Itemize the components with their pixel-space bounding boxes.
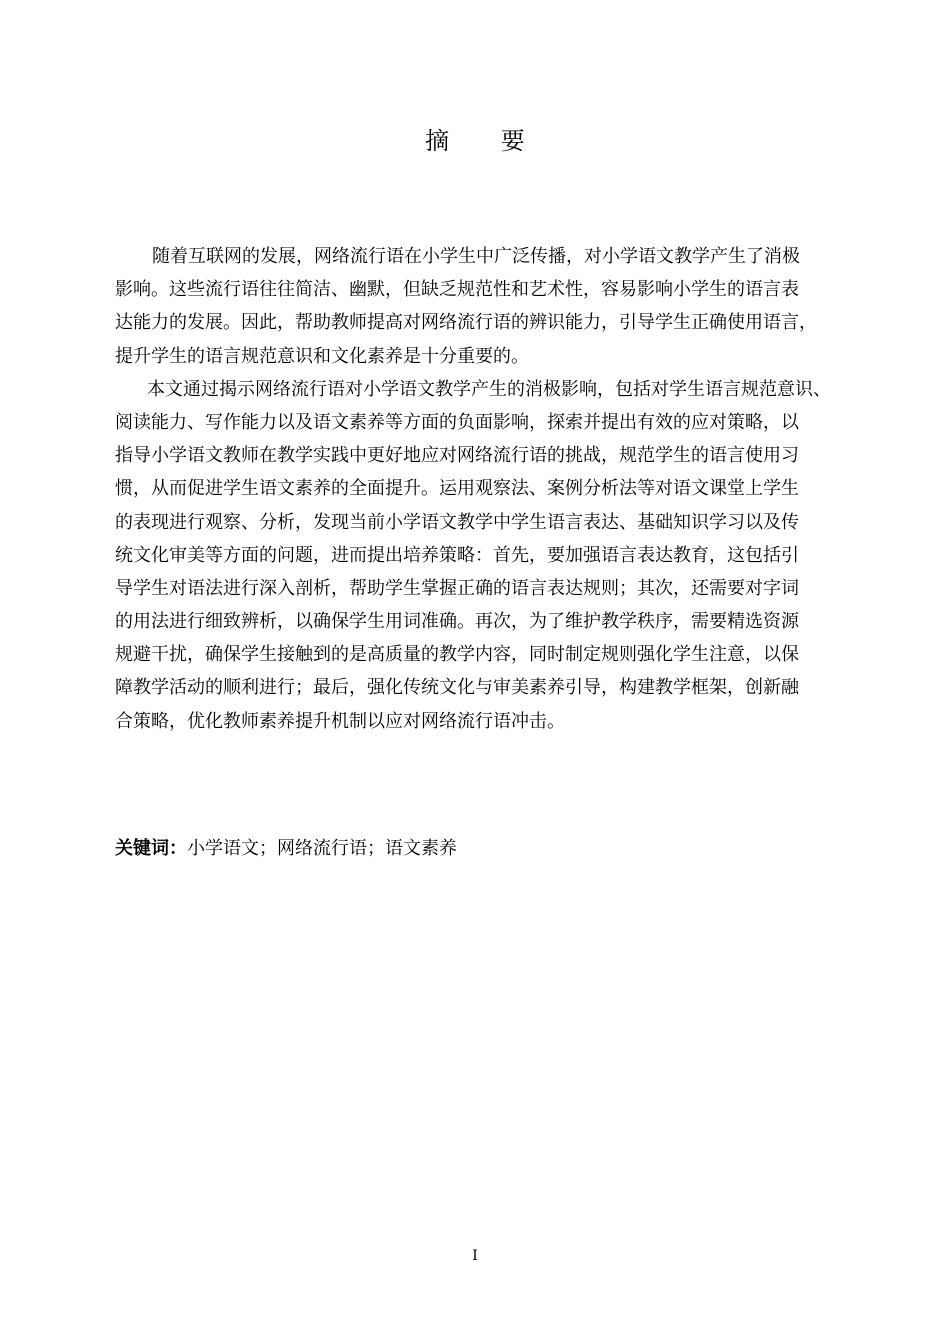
keywords-label: 关键词：: [115, 838, 187, 859]
page-title: 摘 要: [425, 127, 547, 155]
abstract-paragraph-1: [115, 240, 855, 373]
paragraph-line: 合策略，优化教师素养提升机制以应对网络流行语冲击。: [115, 710, 565, 732]
paragraph-line: 影响。这些流行语往往简洁、幽默，但缺乏规范性和艺术性，容易影响小学生的语言表: [115, 279, 799, 301]
abstract-paragraph-2: [115, 373, 855, 738]
paragraph-line: 障教学活动的顺利进行；最后，强化传统文化与审美素养引导，构建教学框架，创新融: [115, 677, 799, 699]
abstract-body: [115, 240, 855, 738]
paragraph-line: 随着互联网的发展，网络流行语在小学生中广泛传播，对小学语文教学产生了消极: [152, 246, 800, 267]
paragraph-line: 阅读能力、写作能力以及语文素养等方面的负面影响，探索并提出有效的应对策略，以: [115, 411, 799, 433]
paragraph-line: 本文通过揭示网络流行语对小学语文教学产生的消极影响，包括对学生语言规范意识、: [147, 378, 831, 400]
paragraph-line: 指导小学语文教师在教学实践中更好地应对网络流行语的挑战，规范学生的语言使用习: [115, 445, 799, 467]
paragraph-line: 提升学生的语言规范意识和文化素养是十分重要的。: [115, 345, 529, 367]
keywords: [115, 834, 457, 864]
paragraph-line: 规避干扰，确保学生接触到的是高质量的教学内容，同时制定规则强化学生注意，以保: [115, 644, 799, 666]
keywords-text: 小学语文；网络流行语；语文素养: [187, 838, 457, 859]
page-number: I: [472, 1248, 478, 1264]
paragraph-line: 达能力的发展。因此，帮助教师提高对网络流行语的辨识能力，引导学生正确使用语言，: [115, 312, 817, 334]
paragraph-line: 惯，从而促进学生语文素养的全面提升。运用观察法、案例分析法等对语文课堂上学生: [115, 478, 799, 500]
paragraph-line: 的用法进行细致辨析，以确保学生用词准确。再次，为了维护教学秩序，需要精选资源: [115, 611, 799, 633]
paragraph-line: 的表现进行观察、分析，发现当前小学语文教学中学生语言表达、基础知识学习以及传: [115, 511, 799, 533]
paragraph-line: 统文化审美等方面的问题，进而提出培养策略：首先，要加强语言表达教育，这包括引: [115, 544, 799, 566]
paragraph-line: 导学生对语法进行深入剖析，帮助学生掌握正确的语言表达规则；其次，还需要对字词: [115, 577, 799, 599]
